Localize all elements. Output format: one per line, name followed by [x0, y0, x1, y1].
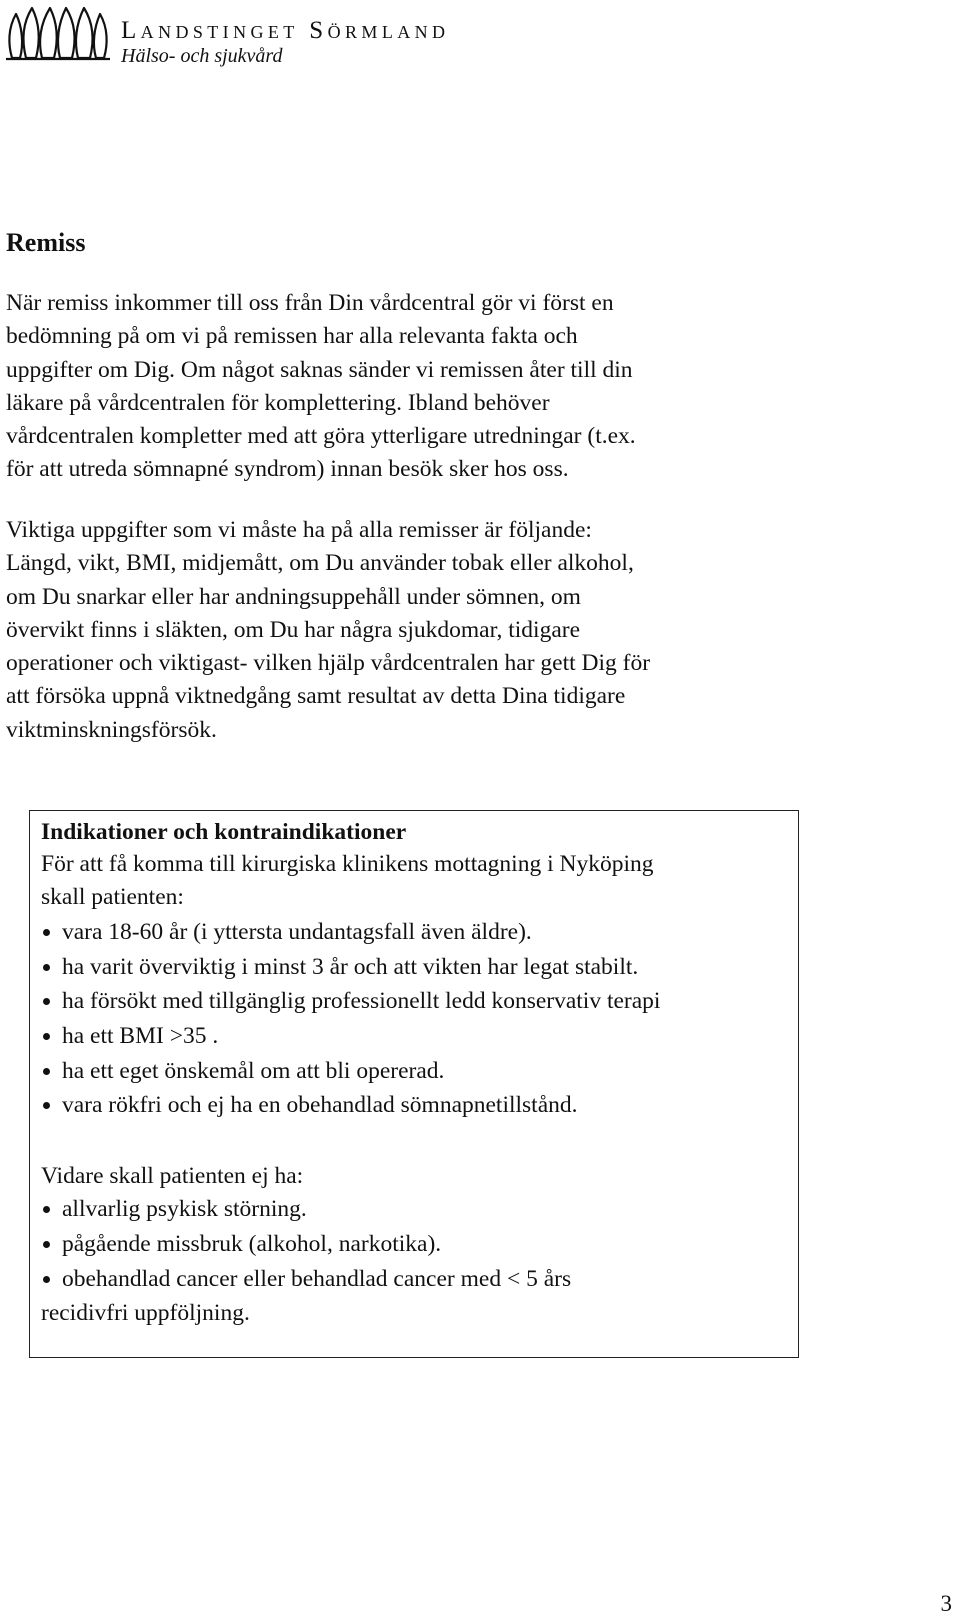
- list-item-text: ha ett BMI >35 .: [62, 1023, 219, 1050]
- indications-box: [29, 810, 799, 1358]
- list-item-text: vara 18-60 år (i yttersta undantagsfall även äldre).: [62, 919, 532, 945]
- bullet-icon: [43, 1276, 50, 1283]
- list-item: [41, 1088, 660, 1123]
- list-item-text: ha försökt med tillgänglig professionellt ledd konservativ terapi: [62, 988, 661, 1015]
- section-heading: Remiss: [6, 228, 86, 257]
- list-item: [41, 1054, 660, 1089]
- paragraph-line: viktminskningsförsök.: [6, 716, 217, 743]
- box-intro-line: För att få komma till kirurgiska klinikens mottagning i Nyköping: [41, 851, 654, 877]
- list-item-text: allvarlig psykisk störning.: [62, 1196, 307, 1222]
- list-item: [41, 1227, 571, 1262]
- bullet-icon: [43, 1033, 50, 1040]
- paragraph-required-information: [6, 514, 846, 747]
- list-item: [41, 1262, 572, 1326]
- lotus-crown-logo-icon: [4, 4, 112, 62]
- paragraph-line: för att utreda sömnapné syndrom) innan besök sker hos oss.: [6, 456, 569, 483]
- contraindications-intro: Vidare skall patienten ej ha:: [41, 1163, 304, 1189]
- list-item-text: vara rökfri och ej ha en obehandlad sömnapnetillstånd.: [62, 1092, 578, 1119]
- paragraph-line: vårdcentralen kompletter med att göra ytterligare utredningar (t.ex.: [6, 423, 636, 450]
- bullet-icon: [43, 1241, 50, 1248]
- list-item: [41, 950, 660, 985]
- list-item-text: ha varit överviktig i minst 3 år och att vikten har legat stabilt.: [62, 953, 639, 980]
- paragraph-line: operationer och viktigast- vilken hjälp vårdcentralen har gett Dig för: [6, 650, 651, 677]
- paragraph-line: att försöka uppnå viktnedgång samt resultat av detta Dina tidigare: [6, 683, 626, 710]
- box-intro: [41, 848, 653, 915]
- bullet-icon: [43, 998, 50, 1005]
- paragraph-line: bedömning på om vi på remissen har alla relevanta fakta och: [6, 323, 578, 350]
- list-item-continuation: recidivfri uppföljning.: [41, 1300, 250, 1326]
- box-title: Indikationer och kontraindikationer: [41, 819, 407, 845]
- brand-subtitle: Hälso- och sjukvård: [121, 45, 283, 67]
- box-intro-line: skall patienten:: [41, 884, 184, 911]
- bullet-icon: [43, 1206, 50, 1213]
- list-item: [41, 1019, 660, 1054]
- paragraph-line: uppgifter om Dig. Om något saknas sänder vi remissen åter till din: [6, 356, 633, 383]
- paragraph-line: Längd, vikt, BMI, midjemått, om Du använder tobak eller alkohol,: [6, 550, 634, 577]
- paragraph-line: läkare på vårdcentralen för komplettering. Ibland behöver: [6, 389, 550, 416]
- list-item: [41, 915, 660, 950]
- list-item: [41, 1192, 571, 1227]
- page-number: 3: [940, 1591, 952, 1616]
- paragraph-referral-process: [6, 287, 846, 487]
- paragraph-line: övervikt finns i släkten, om Du har några sjukdomar, tidigare: [6, 616, 581, 643]
- paragraph-line: Viktiga uppgifter som vi måste ha på alla remisser är följande:: [6, 517, 592, 543]
- list-item: [41, 984, 660, 1019]
- list-item-text: obehandlad cancer eller behandlad cancer med < 5 års: [62, 1266, 572, 1292]
- paragraph-line: om Du snarkar eller har andningsuppehåll under sömnen, om: [6, 583, 581, 610]
- indications-list: [41, 915, 660, 1123]
- bullet-icon: [43, 1068, 50, 1075]
- bullet-icon: [43, 1102, 50, 1109]
- paragraph-line: När remiss inkommer till oss från Din vårdcentral gör vi först en: [6, 290, 614, 316]
- bullet-icon: [43, 929, 50, 936]
- brand-name: Landstinget Sörmland: [121, 17, 450, 44]
- bullet-icon: [43, 964, 50, 971]
- list-item-text: pågående missbruk (alkohol, narkotika).: [62, 1231, 442, 1257]
- list-item-text: ha ett eget önskemål om att bli opererad.: [62, 1057, 445, 1084]
- contraindications-list: [41, 1192, 572, 1326]
